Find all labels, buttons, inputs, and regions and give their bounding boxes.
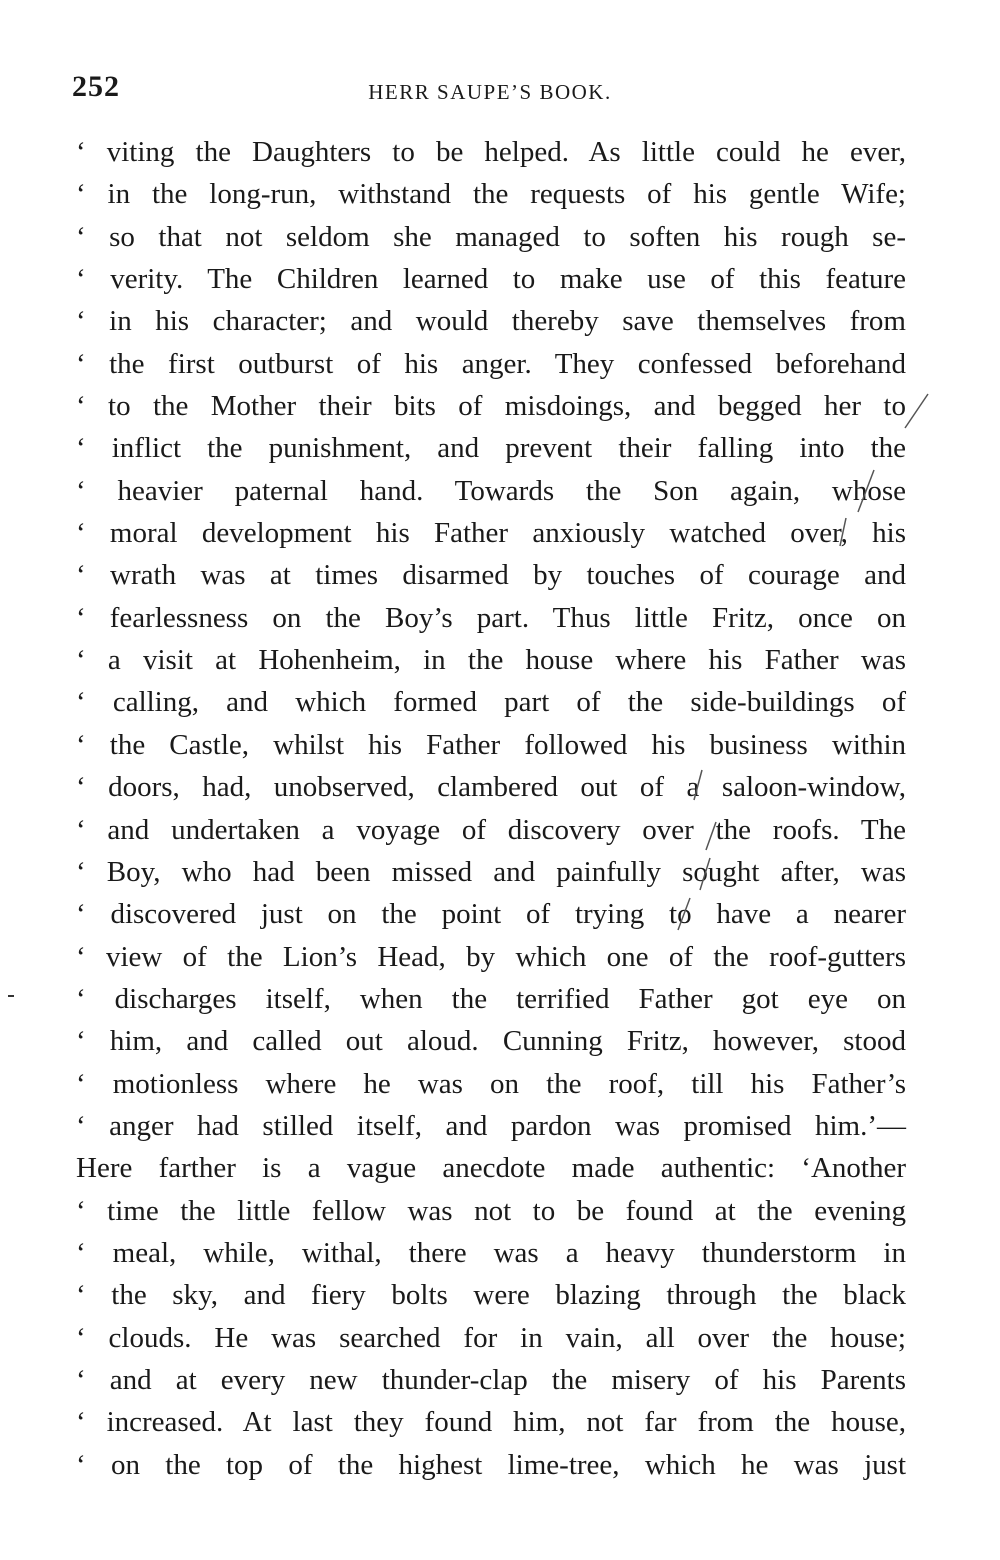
page-number: 252 xyxy=(72,70,120,103)
body-text xyxy=(76,131,906,1486)
text-line: ‘ Boy, who had been missed and painfully sought after, was xyxy=(76,855,906,888)
text-line: ‘ discharges itself, when the terrified Father got eye on xyxy=(76,982,906,1015)
text-line: ‘ to the Mother their bits of misdoings, and begged her to xyxy=(76,390,906,423)
text-line: ‘ so that not seldom she managed to soften his rough se- xyxy=(76,220,906,253)
text-line: ‘ increased. At last they found him, not far from the house, xyxy=(76,1406,906,1439)
text-line: ‘ wrath was at times disarmed by touches of courage and xyxy=(76,559,906,592)
text-line: ‘ meal, while, withal, there was a heavy thunderstorm in xyxy=(76,1236,906,1269)
text-line: ‘ moral development his Father anxiously watched over, his xyxy=(76,517,906,550)
text-line: ‘ the first outburst of his anger. They confessed beforehand xyxy=(76,347,906,380)
text-line: ‘ view of the Lion’s Head, by which one of the roof-gutters xyxy=(76,940,906,973)
text-line: ‘ on the top of the highest lime-tree, which he was just xyxy=(76,1448,906,1481)
text-line: ‘ and at every new thunder-clap the misery of his Parents xyxy=(76,1363,906,1396)
text-line: ‘ anger had stilled itself, and pardon was promised him.’— xyxy=(76,1109,906,1142)
text-line: Here farther is a vague anecdote made authentic: ‘Another xyxy=(76,1152,906,1185)
text-line: ‘ viting the Daughters to be helped. As little could he ever, xyxy=(76,136,906,168)
pencil-stroke xyxy=(905,394,928,428)
running-head: HERR SAUPE’S BOOK. xyxy=(368,80,612,104)
text-line: ‘ the Castle, whilst his Father followed his business within xyxy=(76,728,906,761)
text-line: ‘ motionless where he was on the roof, till his Father’s xyxy=(76,1067,906,1100)
text-line: ‘ him, and called out aloud. Cunning Fritz, however, stood xyxy=(76,1025,906,1058)
text-line: ‘ clouds. He was searched for in vain, all over the house; xyxy=(76,1321,906,1354)
text-line: ‘ inflict the punishment, and prevent their falling into the xyxy=(76,432,906,465)
text-line: ‘ the sky, and fiery bolts were blazing through the black xyxy=(76,1279,906,1312)
text-line: ‘ discovered just on the point of trying to have a nearer xyxy=(76,898,906,931)
text-line: ‘ a visit at Hohenheim, in the house where his Father was xyxy=(76,644,906,677)
text-line: ‘ in the long-run, withstand the requests of his gentle Wife; xyxy=(76,178,906,211)
text-line: ‘ calling, and which formed part of the side-buildings of xyxy=(76,686,906,719)
page-header xyxy=(72,70,908,110)
text-line: ‘ verity. The Children learned to make use of this feature xyxy=(76,263,906,296)
text-line: ‘ fearlessness on the Boy’s part. Thus little Fritz, once on xyxy=(76,601,906,634)
text-line: ‘ doors, had, unobserved, clambered out of a saloon-window, xyxy=(76,771,906,804)
text-line: ‘ in his character; and would thereby save themselves from xyxy=(76,305,906,338)
text-line: ‘ time the little fellow was not to be found at the evening xyxy=(76,1194,906,1227)
text-line: ‘ and undertaken a voyage of discovery over the roofs. The xyxy=(76,813,906,846)
text-line: ‘ heavier paternal hand. Towards the Son again, whose xyxy=(76,474,906,507)
